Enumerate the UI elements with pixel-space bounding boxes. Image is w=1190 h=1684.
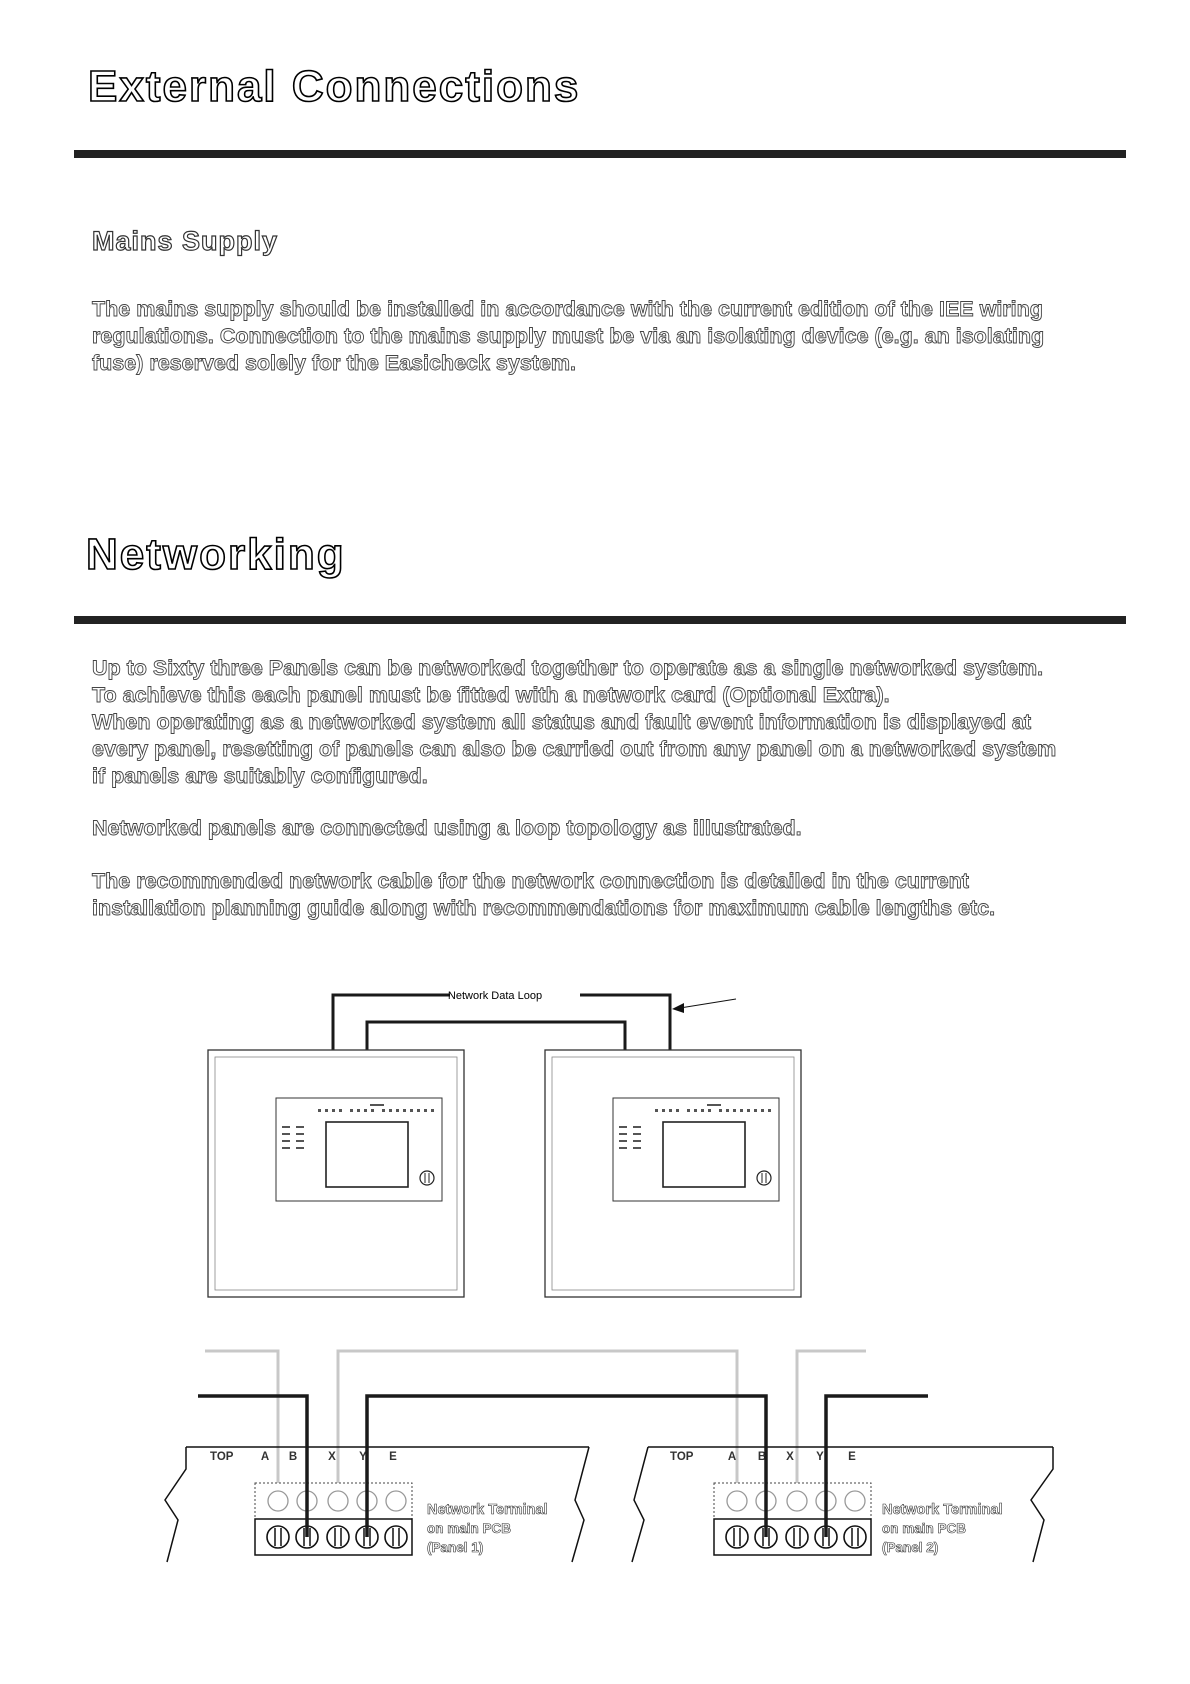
- network-data-loop: [333, 995, 670, 1050]
- networking-line: To achieve this each panel must be fitted with a network card (Optional Extra).: [92, 683, 890, 707]
- mains-line: The mains supply should be installed in accordance with the current edition of the IEE wiring: [92, 297, 1043, 321]
- panel-1-enclosure: [208, 1050, 464, 1297]
- terminal-label-top: TOP: [210, 1451, 234, 1463]
- networking-line: Up to Sixty three Panels can be networked together to operate as a single networked system.: [92, 656, 1044, 680]
- panel-2-enclosure: [545, 1050, 801, 1297]
- caption-line: on main PCB: [427, 1521, 512, 1536]
- pcb-1-terminal-labels: [210, 1451, 397, 1463]
- pointer-arrow: [672, 999, 736, 1013]
- networking-line: if panels are suitably configured.: [92, 764, 428, 788]
- networking-rule: [74, 616, 1126, 624]
- caption-line: Network Terminal: [882, 1502, 1003, 1518]
- terminal-label-e: E: [848, 1451, 856, 1463]
- caption-line: Network Terminal: [427, 1502, 548, 1518]
- panel-2-terminal-caption: [882, 1502, 1003, 1555]
- terminal-label-a: A: [260, 1451, 270, 1463]
- networking-paragraph-3: [92, 868, 1122, 922]
- terminal-label-top: TOP: [670, 1451, 694, 1463]
- networking-title: Networking: [86, 530, 346, 579]
- caption-line: on main PCB: [882, 1521, 967, 1536]
- networking-line: The recommended network cable for the network connection is detailed in the current: [92, 869, 969, 893]
- terminal-label-x: X: [328, 1451, 336, 1463]
- caption-line: (Panel 1): [427, 1540, 484, 1555]
- loop-label: Network Data Loop: [447, 990, 543, 1002]
- mains-paragraph: [92, 296, 1122, 377]
- networking-line: every panel, resetting of panels can also be carried out from any panel on a networked system: [92, 737, 1057, 761]
- page-title: External Connections: [88, 62, 581, 111]
- networking-paragraph-2: Networked panels are connected using a loop topology as illustrated.: [92, 816, 802, 840]
- caption-line: (Panel 2): [882, 1540, 939, 1555]
- section-heading-mains: Mains Supply: [92, 226, 279, 256]
- terminal-label-a: A: [727, 1451, 737, 1463]
- networking-line: installation planning guide along with recommendations for maximum cable lengths etc.: [92, 896, 996, 920]
- terminal-label-e: E: [389, 1451, 397, 1463]
- terminal-label-y: Y: [359, 1451, 367, 1463]
- networking-line: When operating as a networked system all status and fault event information is displayed at: [92, 710, 1032, 734]
- mains-line: regulations. Connection to the mains supply must be via an isolating device (e.g. an isolating: [92, 324, 1045, 348]
- terminal-block-2: [714, 1483, 871, 1555]
- terminal-label-y: Y: [816, 1451, 824, 1463]
- networking-paragraph-1: [92, 655, 1122, 790]
- pcb-2-terminal-labels: [670, 1451, 856, 1463]
- panel-1-terminal-caption: [427, 1502, 548, 1555]
- terminal-label-b: B: [288, 1451, 298, 1463]
- terminal-label-x: X: [786, 1451, 794, 1463]
- terminal-label-b: B: [757, 1451, 767, 1463]
- terminal-block-1: [255, 1483, 412, 1555]
- network-diagram: [0, 960, 1190, 1600]
- mains-line: fuse) reserved solely for the Easicheck system.: [92, 351, 576, 375]
- title-rule: [74, 150, 1126, 158]
